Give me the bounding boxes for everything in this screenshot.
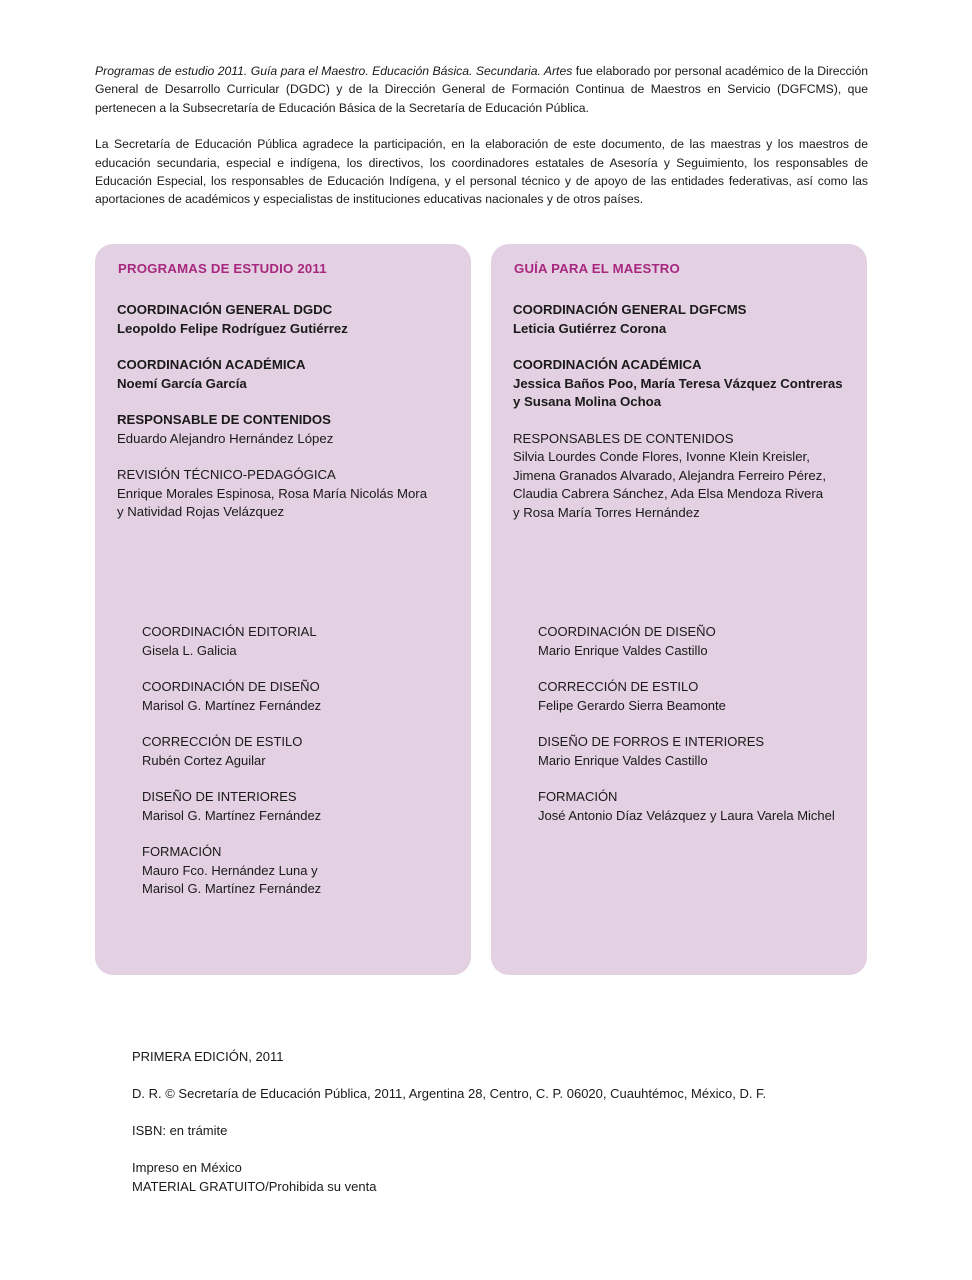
credit-name: Felipe Gerardo Sierra Beamonte xyxy=(538,697,726,713)
credit-block xyxy=(513,356,853,412)
credit-name: Claudia Cabrera Sánchez, Ada Elsa Mendoza Rivera xyxy=(513,486,824,501)
free-material-text: MATERIAL GRATUITO/Prohibida su venta xyxy=(132,1178,377,1194)
credit-heading: COORDINACIÓN DE DISEÑO xyxy=(538,624,716,639)
credit-heading: CORRECCIÓN DE ESTILO xyxy=(142,734,303,749)
credit-name: Jimena Granados Alvarado, Alejandra Ferreiro Pérez, xyxy=(513,467,826,483)
credit-block xyxy=(142,678,462,715)
printed-text: Impreso en México xyxy=(132,1160,242,1175)
imprint-footer xyxy=(132,1048,892,1196)
credit-heading: COORDINACIÓN ACADÉMICA xyxy=(117,357,306,372)
credit-block xyxy=(142,788,462,825)
credit-name: Marisol G. Martínez Fernández xyxy=(142,881,322,896)
intro-text xyxy=(95,62,868,227)
credit-block xyxy=(117,356,457,393)
credit-block xyxy=(513,301,853,338)
isbn-text: ISBN: en trámite xyxy=(132,1123,228,1138)
credit-heading: DISEÑO DE FORROS E INTERIORES xyxy=(538,734,765,749)
credit-name: y Rosa María Torres Hernández xyxy=(513,504,700,520)
programas-panel xyxy=(95,244,471,975)
credit-name: Marisol G. Martínez Fernández xyxy=(142,807,322,823)
credit-name: y Susana Molina Ochoa xyxy=(513,394,662,409)
credit-name: Leopoldo Felipe Rodríguez Gutiérrez xyxy=(117,320,348,336)
credit-heading: FORMACIÓN xyxy=(538,789,618,804)
credit-block xyxy=(142,623,462,660)
credit-heading: RESPONSABLE DE CONTENIDOS xyxy=(117,412,331,427)
credit-block xyxy=(538,623,858,660)
credit-name: Leticia Gutiérrez Corona xyxy=(513,320,667,336)
credit-name: Mario Enrique Valdes Castillo xyxy=(538,642,708,658)
credit-heading: RESPONSABLES DE CONTENIDOS xyxy=(513,430,734,446)
credit-heading: FORMACIÓN xyxy=(142,844,222,859)
credit-heading: REVISIÓN TÉCNICO-PEDAGÓGICA xyxy=(117,467,336,482)
credit-block xyxy=(513,430,853,523)
credit-name: Enrique Morales Espinosa, Rosa María Nicolás Mora xyxy=(117,485,428,501)
credit-name: Rubén Cortez Aguilar xyxy=(142,752,266,768)
credit-block xyxy=(538,788,858,825)
credit-name: Jessica Baños Poo, María Teresa Vázquez Contreras xyxy=(513,375,843,391)
edition-text: PRIMERA EDICIÓN, 2011 xyxy=(132,1049,284,1064)
credit-block xyxy=(117,411,457,448)
credit-block xyxy=(538,733,858,770)
panel-title: PROGRAMAS DE ESTUDIO 2011 xyxy=(118,261,327,276)
credit-name: Noemí García García xyxy=(117,375,247,391)
credit-heading: COORDINACIÓN GENERAL DGFCMS xyxy=(513,302,747,317)
credits-list xyxy=(117,301,457,540)
intro-paragraph-1 xyxy=(95,62,868,117)
guia-panel xyxy=(491,244,867,975)
credit-name: y Natividad Rojas Velázquez xyxy=(117,504,285,519)
credit-name: Mario Enrique Valdes Castillo xyxy=(538,752,708,768)
credit-heading: COORDINACIÓN GENERAL DGDC xyxy=(117,302,333,317)
credit-heading: CORRECCIÓN DE ESTILO xyxy=(538,679,699,694)
credit-block xyxy=(142,733,462,770)
credit-name: José Antonio Díaz Velázquez y Laura Varela Michel xyxy=(538,807,835,823)
intro-paragraph-1-rest: fue elaborado por personal académico de la Dirección General de Desarrollo Curricular (DGDC) y de la Dirección General de Formación Continua de Maestros en Servicio (DGFCMS), que pertenecen a la Subsecretaría de Educación Básica de la Secretaría de Educación Pública. xyxy=(95,64,868,115)
credit-name: Marisol G. Martínez Fernández xyxy=(142,697,322,713)
credit-block xyxy=(117,301,457,338)
credit-heading: COORDINACIÓN DE DISEÑO xyxy=(142,679,320,694)
credit-heading: COORDINACIÓN ACADÉMICA xyxy=(513,357,702,372)
credit-name: Silvia Lourdes Conde Flores, Ivonne Klein Kreisler, xyxy=(513,449,810,464)
credit-block xyxy=(538,678,858,715)
credit-heading: COORDINACIÓN EDITORIAL xyxy=(142,624,317,639)
credits-list xyxy=(513,301,853,540)
credit-heading: DISEÑO DE INTERIORES xyxy=(142,789,297,804)
intro-paragraph-2: La Secretaría de Educación Pública agradece la participación, en la elaboración de este documento, de las maestras y los maestros de educación secundaria, especial e indígena, los directivos, los coordinadores estatales de Asesoría y Seguimiento, los responsables de Educación Especial, los responsables de Educación Indígena, y el personal técnico y de apoyo de las entidades federativas, así como las aportaciones de académicos y especialistas de instituciones educativas nacionales y de otros países. xyxy=(95,137,868,207)
credit-name: Eduardo Alejandro Hernández López xyxy=(117,430,334,446)
credit-block xyxy=(142,843,462,899)
document-title: Programas de estudio 2011. Guía para el Maestro. Educación Básica. Secundaria. Artes xyxy=(95,64,573,78)
copyright-text: D. R. © Secretaría de Educación Pública, 2011, Argentina 28, Centro, C. P. 06020, Cuauhtémoc, México, D. F. xyxy=(132,1086,767,1101)
credit-name: Gisela L. Galicia xyxy=(142,642,237,658)
credit-block xyxy=(117,466,457,522)
credit-name: Mauro Fco. Hernández Luna y xyxy=(142,862,318,878)
panel-title: GUÍA PARA EL MAESTRO xyxy=(514,261,680,276)
sub-credits-list xyxy=(142,623,462,917)
sub-credits-list xyxy=(538,623,858,843)
